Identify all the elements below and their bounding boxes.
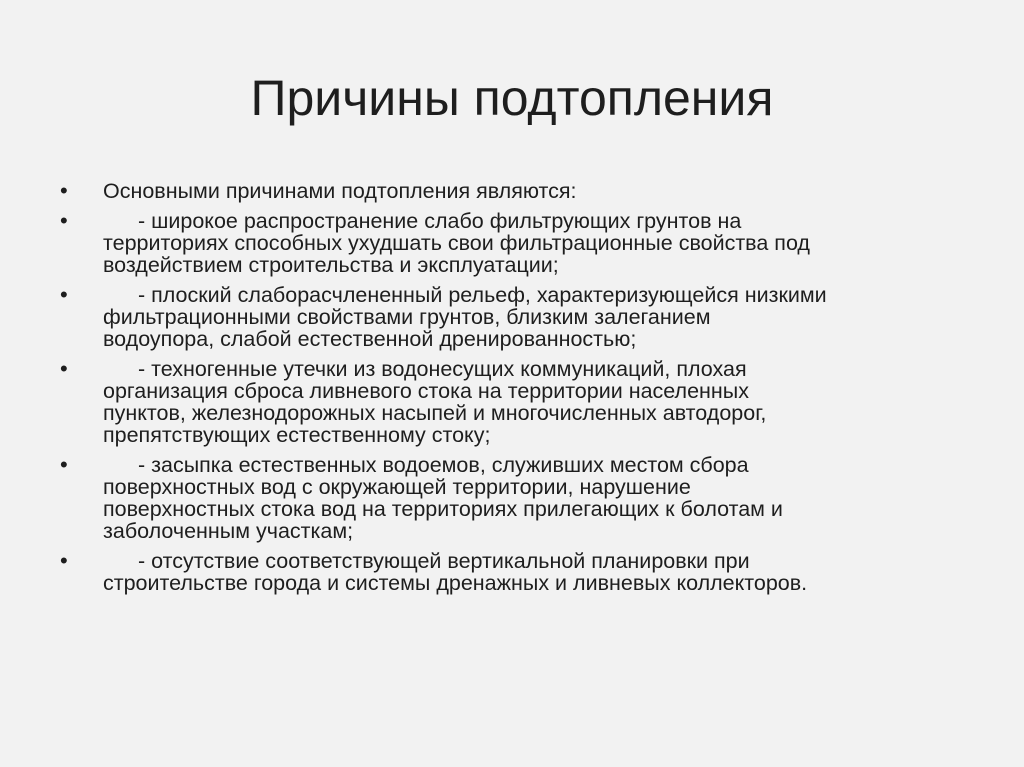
bullet-item: [55, 358, 975, 446]
bullet-text: [103, 358, 975, 446]
bullet-item: [55, 210, 975, 276]
bullet-item: [55, 550, 975, 594]
bullet-list: [55, 180, 975, 602]
bullet-text: [103, 454, 975, 542]
bullet-text: [103, 210, 975, 276]
bullet-text: [103, 550, 975, 594]
bullet-item: [55, 284, 975, 350]
bullet-dot: •: [60, 282, 68, 307]
bullet-text-content: - отсутствие соответствующей вертикальной планировки при строительстве города и системы дренажных и ливневых коллекторов.: [103, 549, 808, 595]
bullet-text-content: - широкое распространение слабо фильтрующих грунтов на территориях способных ухудшать свои фильтрационные свойства под воздействием строительства и эксплуатации;: [103, 209, 810, 277]
bullet-dot: •: [60, 548, 68, 573]
bullet-dot: •: [60, 452, 68, 477]
bullet-text-content: - техногенные утечки из водонесущих коммуникаций, плохая организация сброса ливневого стока на территории населенных пунктов, железнодорожных насыпей и многочисленных автодорог, препятствующих естественному стоку;: [103, 357, 767, 447]
bullet-dot: •: [60, 208, 68, 233]
bullet-text: Основными причинами подтопления являются:: [103, 179, 577, 203]
bullet-dot: •: [60, 356, 68, 381]
bullet-text: [103, 284, 975, 350]
slide-title: Причины подтопления: [250, 70, 774, 126]
bullet-text-content: - засыпка естественных водоемов, служивших местом сбора поверхностных вод с окружающей территории, нарушение поверхностных стока вод на территориях прилегающих к болотам и заболоченным участкам;: [103, 453, 783, 543]
bullet-dot: •: [60, 178, 68, 203]
bullet-item: [55, 180, 975, 202]
bullet-item: [55, 454, 975, 542]
bullet-text-content: - плоский слаборасчлененный рельеф, характеризующейся низкими фильтрационными свойствами грунтов, близким залеганием водоупора, слабой естественной дренированностью;: [103, 283, 827, 351]
